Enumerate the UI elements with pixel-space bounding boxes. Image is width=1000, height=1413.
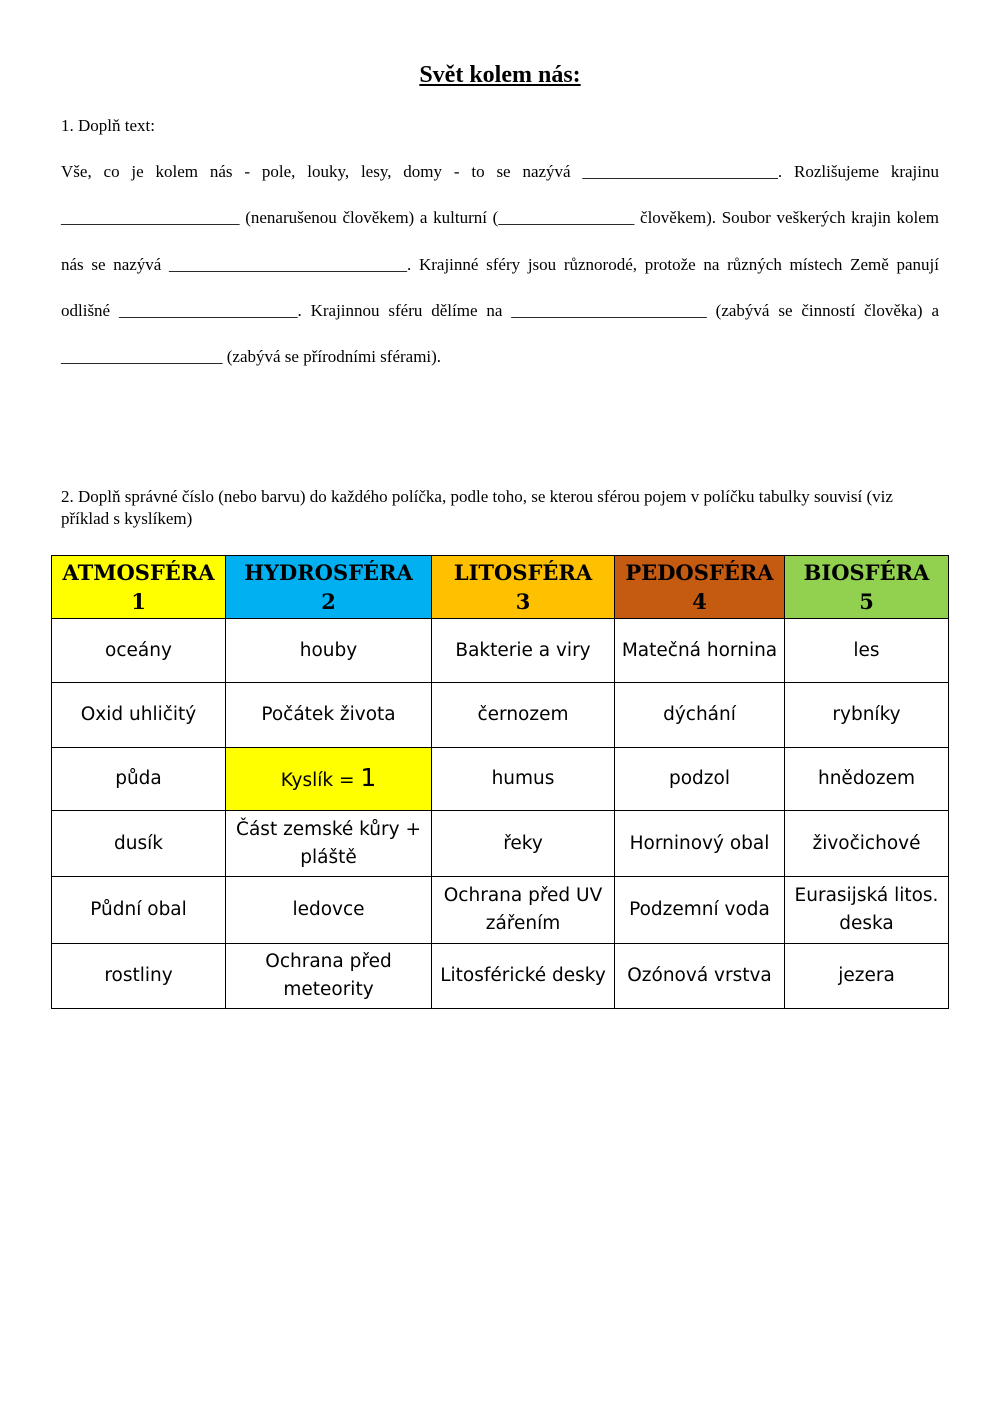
table-cell[interactable]: Litosférické desky bbox=[432, 944, 615, 1009]
table-cell[interactable]: Počátek života bbox=[226, 683, 432, 748]
table-cell[interactable]: houby bbox=[226, 619, 432, 683]
table-row bbox=[52, 944, 949, 1009]
header-number: 4 bbox=[692, 589, 707, 614]
header-biosfera bbox=[785, 556, 949, 619]
spheres-table bbox=[51, 555, 949, 1009]
table-cell[interactable]: živočichové bbox=[785, 811, 949, 877]
table-cell[interactable]: Eurasijská litos. deska bbox=[785, 877, 949, 944]
table-cell[interactable]: Část zemské kůry + pláště bbox=[226, 811, 432, 877]
example-label: Kyslík = bbox=[280, 769, 361, 791]
table-cell[interactable]: dusík bbox=[52, 811, 226, 877]
table-row bbox=[52, 683, 949, 748]
table-cell[interactable]: humus bbox=[432, 748, 615, 811]
table-cell[interactable]: les bbox=[785, 619, 949, 683]
table-cell[interactable]: Podzemní voda bbox=[615, 877, 785, 944]
table-cell[interactable]: jezera bbox=[785, 944, 949, 1009]
header-number: 1 bbox=[131, 589, 146, 614]
table-row bbox=[52, 811, 949, 877]
table-cell[interactable]: hnědozem bbox=[785, 748, 949, 811]
table-cell[interactable]: rostliny bbox=[52, 944, 226, 1009]
table-cell[interactable]: dýchání bbox=[615, 683, 785, 748]
header-hydrosfera bbox=[226, 556, 432, 619]
table-cell[interactable]: rybníky bbox=[785, 683, 949, 748]
header-number: 2 bbox=[321, 589, 336, 614]
task1-fill-in-text bbox=[61, 149, 939, 380]
example-cell-kyslik bbox=[226, 748, 432, 811]
table-header-row bbox=[52, 556, 949, 619]
header-atmosfera bbox=[52, 556, 226, 619]
fill-in-paragraph: Vše, co je kolem nás - pole, louky, lesy, domy - to se nazývá _______________________. Rozlišujeme krajinu _____________________ (nenarušenou člověkem) a kulturní (________________ člověkem). Soubor veškerých krajin kolem nás se nazývá ____________________________. Krajinné sféry jsou různorodé, protože na různých místech Země panují odlišné _____________________. Krajinnou sféru dělíme na _______________________ (zabývá se činností člověka) a ___________________ (zabývá se přírodními sférami). bbox=[61, 162, 939, 367]
table-cell[interactable]: Ozónová vrstva bbox=[615, 944, 785, 1009]
table-cell[interactable]: Matečná hornina bbox=[615, 619, 785, 683]
table-row bbox=[52, 619, 949, 683]
table-cell[interactable]: půda bbox=[52, 748, 226, 811]
header-number: 5 bbox=[859, 589, 874, 614]
header-name: HYDROSFÉRA bbox=[244, 560, 413, 585]
table-cell[interactable]: Ochrana před meteority bbox=[226, 944, 432, 1009]
table-row bbox=[52, 748, 949, 811]
header-name: LITOSFÉRA bbox=[453, 560, 593, 585]
header-name: ATMOSFÉRA bbox=[62, 560, 215, 585]
example-number: 1 bbox=[360, 762, 377, 792]
header-litosfera bbox=[432, 556, 615, 619]
table-cell[interactable]: černozem bbox=[432, 683, 615, 748]
header-name: BIOSFÉRA bbox=[803, 560, 930, 585]
table-cell[interactable]: Oxid uhličitý bbox=[52, 683, 226, 748]
table-cell[interactable]: Ochrana před UV zářením bbox=[432, 877, 615, 944]
table-cell[interactable]: podzol bbox=[615, 748, 785, 811]
table-cell[interactable]: Bakterie a viry bbox=[432, 619, 615, 683]
table-row bbox=[52, 877, 949, 944]
table-cell[interactable]: Půdní obal bbox=[52, 877, 226, 944]
header-number: 3 bbox=[515, 589, 531, 614]
table-cell[interactable]: Horninový obal bbox=[615, 811, 785, 877]
worksheet-title: Svět kolem nás: bbox=[419, 62, 581, 88]
header-name: PEDOSFÉRA bbox=[625, 560, 774, 585]
table-cell[interactable]: ledovce bbox=[226, 877, 432, 944]
table-cell[interactable]: oceány bbox=[52, 619, 226, 683]
task2-heading: 2. Doplň správné číslo (nebo barvu) do každého políčka, podle toho, se kterou sférou pojem v políčku tabulky souvisí (viz příklad s kyslíkem) bbox=[61, 487, 893, 528]
table-cell[interactable]: řeky bbox=[432, 811, 615, 877]
task1-heading: 1. Doplň text: bbox=[61, 116, 155, 135]
header-pedosfera bbox=[615, 556, 785, 619]
